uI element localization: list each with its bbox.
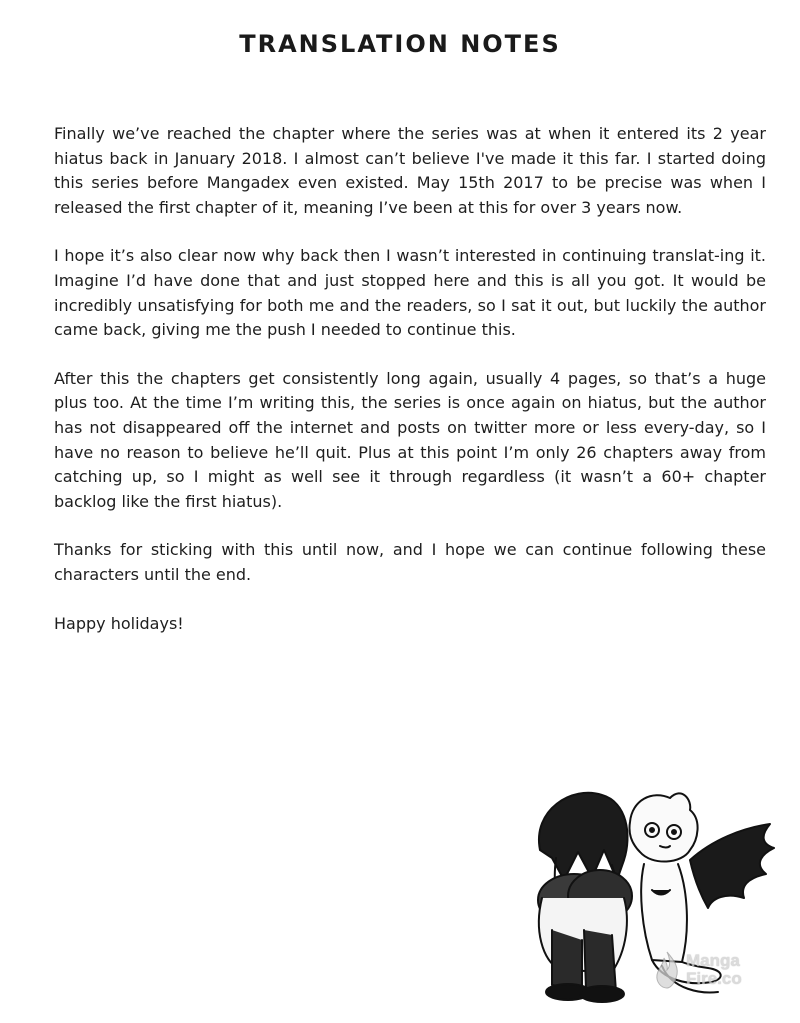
watermark-line-2: Fire.co [686,969,742,988]
flame-icon [652,950,682,990]
watermark-line-1: Manga [686,951,740,970]
notes-body [54,122,766,660]
paragraph-holidays: Happy holidays! [54,613,184,633]
page-title: TRANSLATION NOTES [239,30,561,58]
paragraph-outlook: After this the chapters get consistently long again, usually 4 pages, so that’s a huge plus too. At the time I’m writing this, the series is once again on hiatus, but the author has not disappeared off the internet and posts on twitter more or less every-day, so I have no reason to believe he’ll quit. Plus at this point I’m only 26 chapters away from catching up, so I might as well see it through regardless (it wasn’t a 60+ chapter backlog like the first hiatus). [54,368,766,511]
paragraph-thanks: Thanks for sticking with this until now, and I hope we can continue following these characters until the end. [54,540,766,584]
site-watermark [652,942,782,998]
paragraph-reason: I hope it’s also clear now why back then I wasn’t interested in continuing translat-ing it. Imagine I’d have done that and just stopped here and this is all you got. It would be incredibly unsatisfying for both me and the readers, so I sat it out, but luckily the author came back, giving me the push I needed to continue this. [54,246,766,340]
watermark-text [686,952,742,988]
paragraph-hiatus: Finally we’ve reached the chapter where the series was at when it entered its 2 year hiatus back in January 2018. I almost can’t believe I've made it this far. I started doing this series before Mangadex even existed. May 15th 2017 to be precise was when I released the first chapter of it, meaning I’ve been at this for over 3 years now. [54,124,766,217]
